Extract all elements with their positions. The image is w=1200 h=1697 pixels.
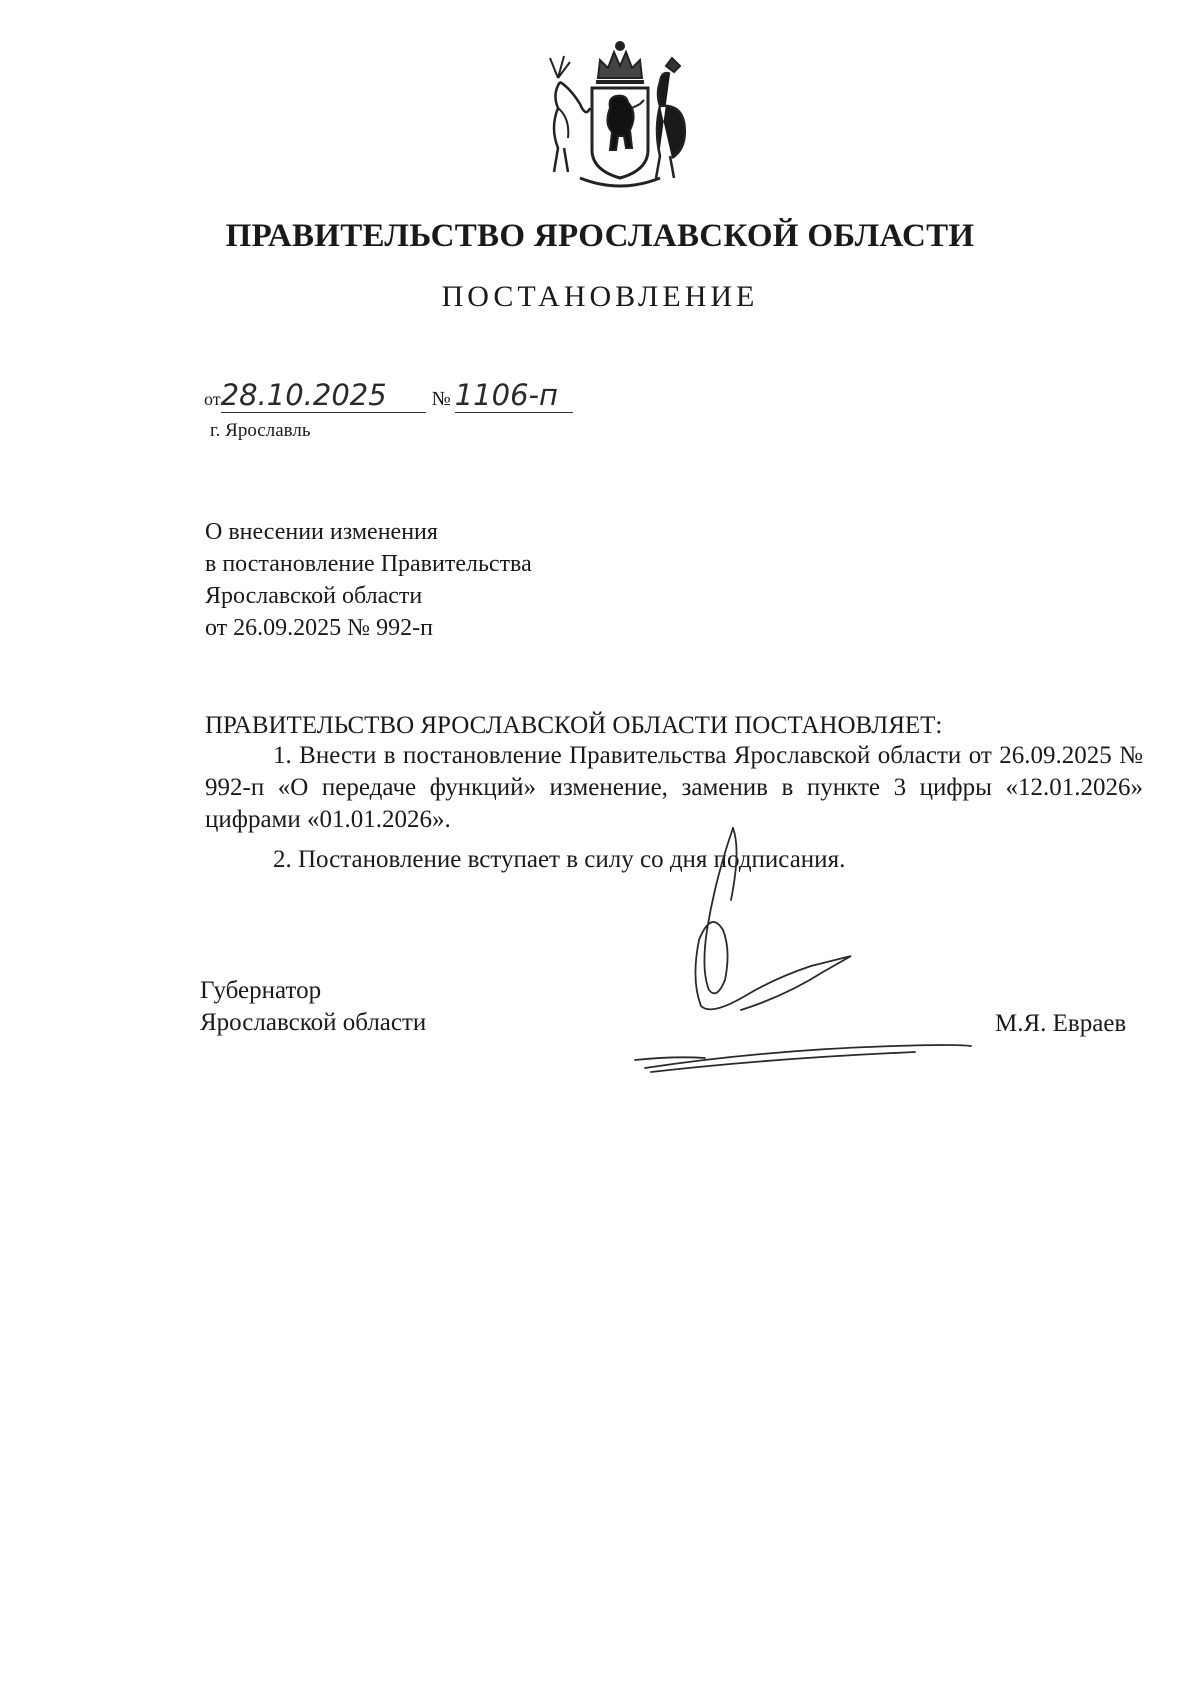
subject-line: Ярославской области bbox=[205, 583, 423, 609]
subject-line: от 26.09.2025 № 992-п bbox=[205, 615, 433, 641]
document-number: 1106-п bbox=[454, 378, 558, 412]
document-subject bbox=[205, 516, 532, 644]
date-prefix: от bbox=[204, 389, 221, 409]
government-title: ПРАВИТЕЛЬСТВО ЯРОСЛАВСКОЙ ОБЛАСТИ bbox=[225, 218, 975, 254]
preamble: ПРАВИТЕЛЬСТВО ЯРОСЛАВСКОЙ ОБЛАСТИ ПОСТАНОВЛЯЕТ: bbox=[205, 712, 943, 739]
subject-line: О внесении изменения bbox=[205, 519, 438, 545]
document-date: 28.10.2025 bbox=[220, 378, 387, 412]
handwritten-signature-icon bbox=[615, 820, 985, 1080]
position-line: Ярославской области bbox=[200, 1009, 427, 1036]
paragraph-2: 2. Постановление вступает в силу со дня подписания. bbox=[273, 846, 846, 873]
yaroslavl-coat-of-arms-icon bbox=[540, 38, 700, 196]
date-field bbox=[221, 378, 426, 413]
paragraph-1: 1. Внести в постановление Правительства Ярославской области от 26.09.2025 № 992-п «О передаче функций» изменение, заменив в пункте 3 цифры «12.01.2026» цифрами «01.01.2026». bbox=[205, 742, 1143, 833]
subject-line: в постановление Правительства bbox=[205, 551, 532, 577]
number-field bbox=[455, 378, 573, 413]
city: г. Ярославль bbox=[210, 420, 311, 441]
position-line: Губернатор bbox=[200, 977, 322, 1004]
document-meta bbox=[204, 378, 573, 413]
signatory-name: М.Я. Евраев bbox=[995, 1010, 1127, 1037]
number-prefix: № bbox=[431, 388, 451, 410]
signatory-position bbox=[200, 975, 426, 1039]
document-type: ПОСТАНОВЛЕНИЕ bbox=[441, 280, 759, 313]
